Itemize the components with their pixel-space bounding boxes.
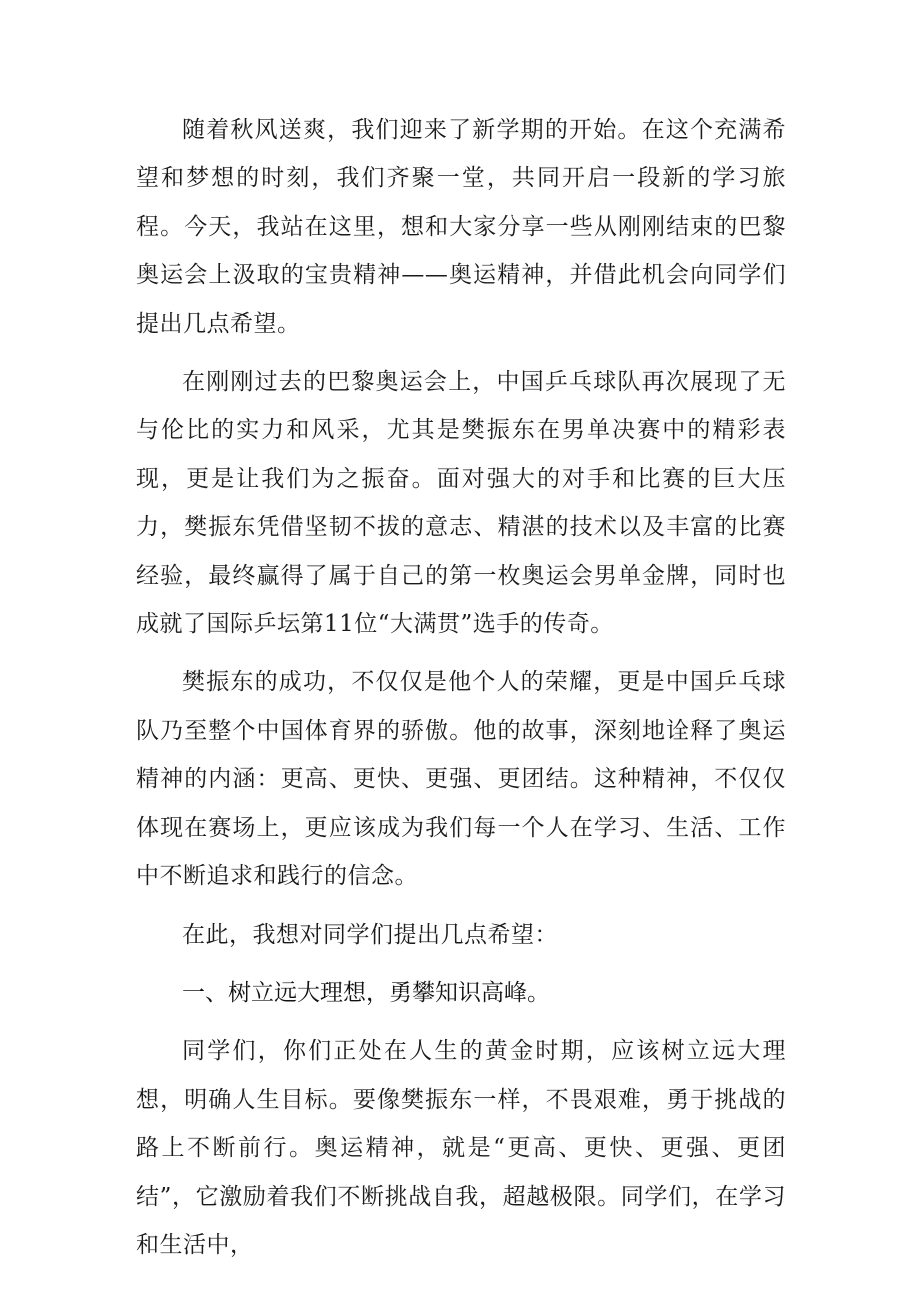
paragraph-opening: 随着秋风送爽，我们迎来了新学期的开始。在这个充满希望和梦想的时刻，我们齐聚一堂，共同开启一段新的学习旅程。今天，我站在这里，想和大家分享一些从刚刚结束的巴黎奥运会上汲取的宝贵精神——奥运精神，并借此机会向同学们提出几点希望。: [136, 117, 786, 337]
paragraph-hopes-intro: 在此，我想对同学们提出几点希望：: [182, 921, 558, 948]
paragraph-ideals: 同学们，你们正处在人生的黄金时期，应该树立远大理想，明确人生目标。要像樊振东一样，不畏艰难，勇于挑战的路上不断前行。奥运精神，就是“更高、更快、更强、更团结”，它激励着我们不断挑战自我，超越极限。同学们，在学习和生活中，: [136, 1038, 786, 1258]
paragraph-fan-zhendong-success: 樊振东的成功，不仅仅是他个人的荣耀，更是中国乒乓球队乃至整个中国体育界的骄傲。他的故事，深刻地诠释了奥运精神的内涵：更高、更快、更强、更团结。这种精神，不仅仅体现在赛场上，更应该成为我们每一个人在学习、生活、工作中不断追求和践行的信念。: [136, 669, 786, 890]
document-body: [136, 106, 786, 1279]
section-heading-1: 一、树立远大理想，勇攀知识高峰。: [182, 979, 550, 1006]
paragraph-paris-olympics: 在刚刚过去的巴黎奥运会上，中国乒乓球队再次展现了无与伦比的实力和风采，尤其是樊振东在男单决赛中的精彩表现，更是让我们为之振奋。面对强大的对手和比赛的巨大压力，樊振东凭借坚韧不拔的意志、精湛的技术以及丰富的比赛经验，最终赢得了属于自己的第一枚奥运会男单金牌，同时也成就了国际乒坛第11位“大满贯”选手的传奇。: [136, 369, 786, 638]
